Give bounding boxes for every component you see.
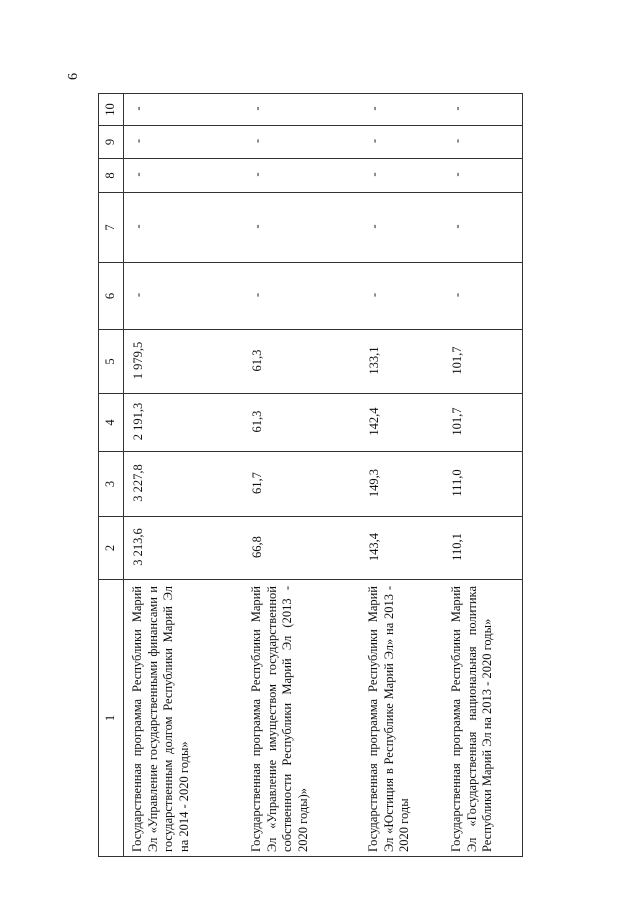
value-cell: 101,7 — [443, 330, 523, 394]
value-cell: - — [360, 263, 443, 330]
value-cell: - — [124, 193, 244, 263]
value-cell: - — [360, 193, 443, 263]
value-cell: 3 227,8 — [124, 452, 244, 517]
program-name: Государственная программа Республики Марий Эл «Управление государственными финансами и государственным долгом Республики Марий Эл на 2014 - 2020 годы» — [124, 580, 244, 857]
program-name: Государственная программа Республики Марий Эл «Государственная национальная политика Республики Марий Эл на 2013 - 2020 годы» — [443, 580, 523, 857]
value-cell: 61,7 — [243, 452, 360, 517]
header-cell: 5 — [99, 330, 124, 394]
value-cell: - — [243, 159, 360, 193]
program-name: Государственная программа Республики Марий Эл «Управление имуществом государственной собственности Республики Марий Эл (2013 - 2020 годы)» — [243, 580, 360, 857]
value-cell: - — [360, 159, 443, 193]
value-cell: 149,3 — [360, 452, 443, 517]
value-cell: 110,1 — [443, 517, 523, 580]
header-cell: 2 — [99, 517, 124, 580]
table-header-row — [99, 94, 124, 857]
table-row — [124, 94, 244, 857]
header-cell: 6 — [99, 263, 124, 330]
value-cell: 66,8 — [243, 517, 360, 580]
value-cell: - — [443, 263, 523, 330]
value-cell: - — [243, 263, 360, 330]
page-number: 6 — [66, 73, 81, 80]
header-cell: 9 — [99, 126, 124, 159]
header-cell: 1 — [99, 580, 124, 857]
table-row — [243, 94, 360, 857]
value-cell: - — [243, 193, 360, 263]
header-cell: 7 — [99, 193, 124, 263]
value-cell: - — [443, 94, 523, 126]
table-row — [443, 94, 523, 857]
value-cell: - — [443, 159, 523, 193]
value-cell: 142,4 — [360, 394, 443, 452]
value-cell: - — [124, 263, 244, 330]
table-row — [360, 94, 443, 857]
value-cell: 111,0 — [443, 452, 523, 517]
value-cell: - — [124, 94, 244, 126]
value-cell: - — [124, 159, 244, 193]
value-cell: - — [443, 193, 523, 263]
value-cell: - — [443, 126, 523, 159]
value-cell: 143,4 — [360, 517, 443, 580]
value-cell: - — [243, 126, 360, 159]
value-cell: 61,3 — [243, 394, 360, 452]
value-cell: - — [360, 126, 443, 159]
value-cell: 61,3 — [243, 330, 360, 394]
value-cell: - — [360, 94, 443, 126]
header-cell: 4 — [99, 394, 124, 452]
rotated-table-frame — [98, 94, 494, 857]
value-cell: 3 213,6 — [124, 517, 244, 580]
value-cell: - — [243, 94, 360, 126]
value-cell: - — [124, 126, 244, 159]
header-cell: 10 — [99, 94, 124, 126]
budget-table — [98, 93, 523, 857]
program-name: Государственная программа Республики Марий Эл «Юстиция в Республике Марий Эл» на 2013 - 2020 годы — [360, 580, 443, 857]
value-cell: 133,1 — [360, 330, 443, 394]
header-cell: 8 — [99, 159, 124, 193]
value-cell: 2 191,3 — [124, 394, 244, 452]
value-cell: 1 979,5 — [124, 330, 244, 394]
header-cell: 3 — [99, 452, 124, 517]
value-cell: 101,7 — [443, 394, 523, 452]
